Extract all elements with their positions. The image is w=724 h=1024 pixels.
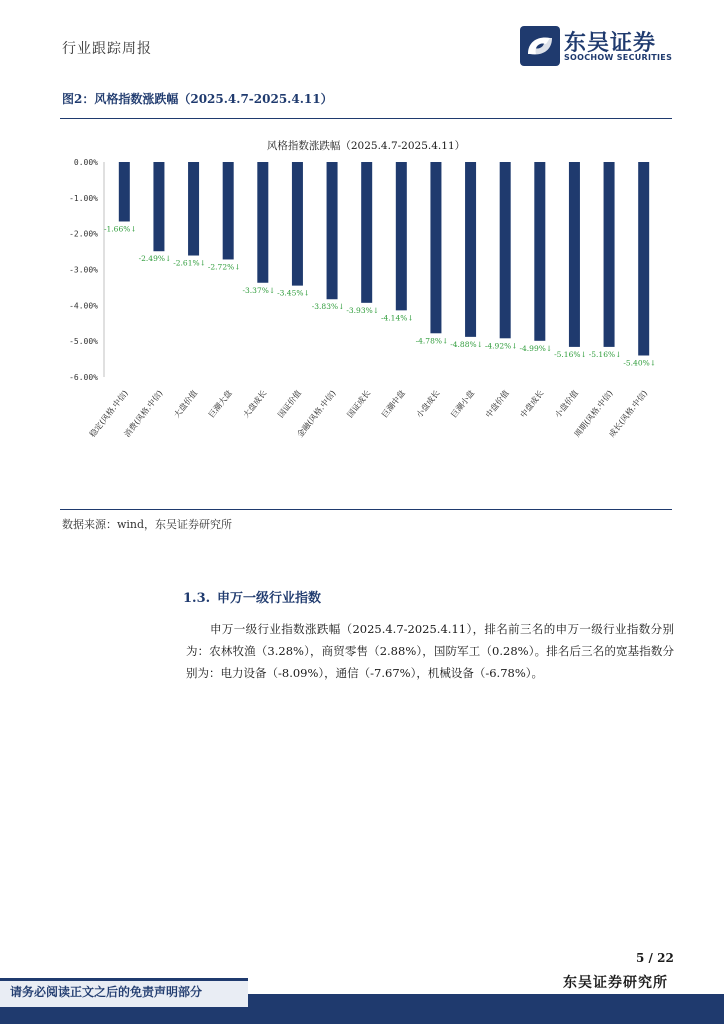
x-tick-label: 周期(风格.中信): [572, 388, 615, 439]
bar: [188, 162, 199, 256]
data-label: -3.37%↓: [242, 285, 276, 295]
x-tick-label: 小盘成长: [414, 388, 442, 420]
data-label: -5.40%↓: [623, 358, 657, 368]
bar: [569, 162, 580, 347]
x-tick-label: 国证价值: [276, 388, 304, 420]
logo-text-cn: 东吴证券: [564, 31, 657, 56]
y-tick-label: -4.00%: [69, 301, 98, 311]
x-tick-label: 金融(风格.中信): [295, 388, 338, 439]
x-axis-labels: [87, 388, 649, 439]
chart-canvas: [60, 125, 672, 510]
data-label: -4.92%↓: [484, 341, 518, 351]
figure-caption: 图2：风格指数涨跌幅（2025.4.7-2025.4.11）: [62, 92, 333, 106]
y-tick-label: -2.00%: [69, 229, 98, 239]
x-tick-label: 中盘价值: [483, 388, 511, 420]
bar: [534, 162, 545, 341]
data-label: -2.72%↓: [207, 262, 241, 272]
company-logo: [520, 26, 680, 66]
figure-source: 数据来源：wind，东吴证券研究所: [62, 518, 233, 531]
y-tick-label: -5.00%: [69, 337, 98, 347]
data-label: -3.83%↓: [311, 302, 345, 312]
bar: [119, 162, 130, 221]
x-tick-label: 稳定(风格.中信): [87, 388, 130, 439]
disclaimer-text: 请务必阅读正文之后的免责声明部分: [10, 985, 203, 999]
x-tick-label: 国证成长: [345, 388, 373, 420]
data-label: -4.14%↓: [380, 313, 414, 323]
chart-title: 风格指数涨跌幅（2025.4.7-2025.4.11）: [266, 140, 466, 152]
bar: [153, 162, 164, 251]
data-label: -4.88%↓: [450, 339, 483, 349]
x-tick-label: 小盘价值: [553, 388, 581, 420]
x-tick-label: 大盘价值: [172, 388, 200, 420]
footer-company: 东吴证券研究所: [563, 975, 668, 991]
x-tick-label: 巨潮小盘: [449, 388, 477, 420]
bar: [638, 162, 649, 356]
data-label: -1.66%↓: [103, 224, 137, 234]
logo-text-en: SOOCHOW SECURITIES: [564, 53, 673, 62]
y-tick-label: -1.00%: [69, 193, 98, 203]
y-tick-label: -6.00%: [69, 373, 98, 382]
bar: [257, 162, 268, 283]
report-type-label: 行业跟踪周报: [62, 41, 152, 57]
x-tick-label: 巨潮大盘: [206, 388, 234, 420]
bar: [430, 162, 441, 333]
section-title: 申万一级行业指数: [217, 591, 322, 606]
section-paragraph: 申万一级行业指数涨跌幅（2025.4.7-2025.4.11），排名前三名的申万一级行业指数分别为：农林牧渔（3.28%），商贸零售（2.88%），国防军工（0.28%）。排名后三名的宽基指数分别为：电力设备（-8.09%），通信（-7.67%），机械设备（-6.78%）。: [186, 622, 674, 680]
style-index-chart: [60, 125, 672, 510]
x-tick-label: 消费(风格.中信): [122, 388, 165, 439]
bar: [465, 162, 476, 337]
x-tick-label: 巨潮中盘: [380, 388, 407, 420]
y-tick-label: 0.00%: [73, 158, 98, 167]
logo-mark-icon: [520, 26, 560, 66]
caption-rule: [60, 118, 672, 119]
bar: [500, 162, 511, 338]
x-tick-label: 中盘成长: [518, 388, 546, 420]
bar: [327, 162, 338, 299]
bar: [361, 162, 372, 303]
data-label: -2.49%↓: [138, 254, 172, 264]
data-label: -3.45%↓: [277, 288, 310, 298]
data-label: -3.93%↓: [346, 305, 380, 315]
chart-bottom-rule: [60, 509, 672, 510]
y-axis: [69, 158, 104, 382]
bar: [292, 162, 303, 286]
data-label: -5.16%↓: [554, 349, 587, 359]
bar: [396, 162, 407, 310]
page-number: 5 / 22: [636, 951, 674, 965]
data-label: -4.78%↓: [415, 336, 449, 346]
y-tick-label: -3.00%: [69, 265, 98, 275]
data-label: -4.99%↓: [519, 343, 553, 353]
section-heading: [183, 587, 321, 606]
section-number: 1.3.: [183, 591, 211, 606]
x-tick-label: 大盘成长: [241, 388, 269, 420]
bar: [604, 162, 615, 347]
x-tick-label: 成长(风格.中信): [607, 388, 650, 439]
bar: [223, 162, 234, 259]
data-label: -5.16%↓: [588, 349, 622, 359]
data-label: -2.61%↓: [173, 258, 206, 268]
